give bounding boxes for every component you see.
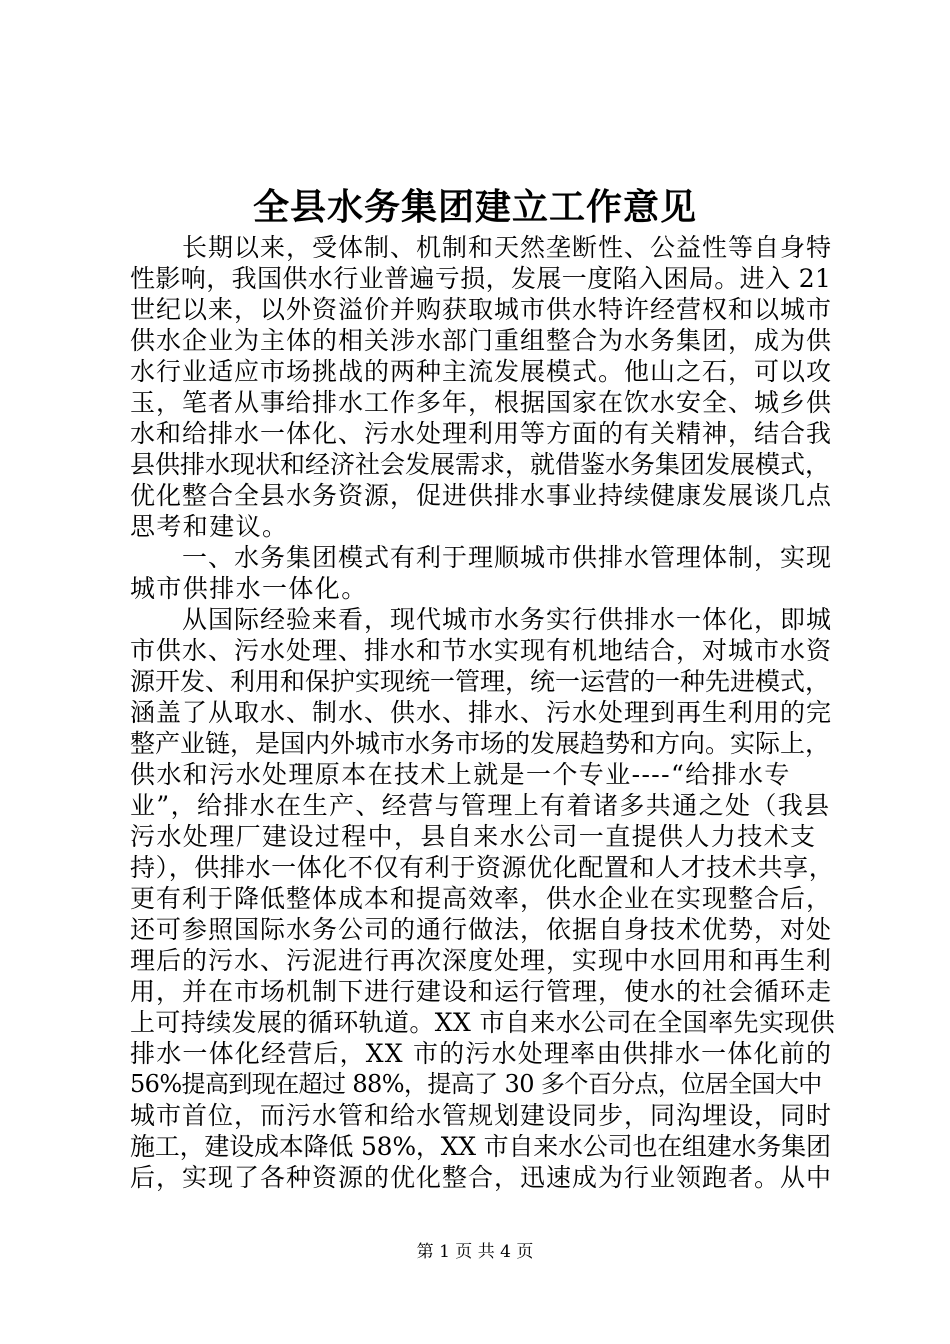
body-line: 供水和污水处理原本在技术上就是一个专业----“给排水专 [130,760,791,789]
document-title: 全县水务集团建立工作意见 [252,186,697,228]
body-line: 持），供排水一体化不仅有利于资源优化配置和人才技术共享， [130,853,835,882]
body-line: 污水处理厂建设过程中，县自来水公司一直提供人力技术支 [130,822,817,851]
body-line: 优化整合全县水务资源，促进供排水事业持续健康发展谈几点 [130,481,833,510]
body-line: 世纪以来，以外资溢价并购获取城市供水特许经营权和以城市 [130,295,833,324]
body-line: 后，实现了各种资源的优化整合，迅速成为行业领跑者。从中 [130,1163,833,1192]
body-line: 理后的污水、污泥进行再次深度处理，实现中水回用和再生利 [130,946,833,975]
body-line: 水行业适应市场挑战的两种主流发展模式。他山之石，可以攻 [130,357,833,386]
body-line: 用，并在市场机制下进行建设和运行管理，使水的社会循环走 [130,977,833,1006]
body-line: 更有利于降低整体成本和提高效率，供水企业在实现整合后， [130,884,833,913]
body-line: 水和给排水一体化、污水处理利用等方面的有关精神，结合我 [130,419,833,448]
body-line: 还可参照国际水务公司的通行做法，依据自身技术优势，对处 [130,915,833,944]
page-footer: 第 1 页 共 4 页 [416,1242,534,1262]
body-line: 涵盖了从取水、制水、供水、排水、污水处理到再生利用的完 [130,698,833,727]
body-line: 排水一体化经营后，XX 市的污水处理率由供排水一体化前的 [130,1039,833,1068]
body-line: 一、水务集团模式有利于理顺城市供排水管理体制，实现 [130,543,833,572]
body-line: 施工，建设成本降低 58%，XX 市自来水公司也在组建水务集团 [130,1132,831,1161]
body-line: 56%提高到现在超过 88%，提高了 30 多个百分点，位居全国大中 [130,1070,822,1098]
body-line: 业”，给排水在生产、经营与管理上有着诸多共通之处（我县 [130,791,831,820]
body-line: 性影响，我国供水行业普遍亏损，发展一度陷入困局。进入 21 [130,264,832,293]
body-line: 城市供排水一体化。 [130,574,368,603]
body-line: 整产业链，是国内外城市水务市场的发展趋势和方向。实际上， [130,729,831,758]
body-line: 上可持续发展的循环轨道。XX 市自来水公司在全国率先实现供 [130,1008,836,1037]
body-line: 玉，笔者从事给排水工作多年，根据国家在饮水安全、城乡供 [130,388,833,417]
body-line: 长期以来，受体制、机制和天然垄断性、公益性等自身特 [130,233,833,262]
body-line: 市供水、污水处理、排水和节水实现有机地结合，对城市水资 [130,636,833,665]
body-line: 从国际经验来看，现代城市水务实行供排水一体化，即城 [130,605,833,634]
document-body [130,232,835,1193]
body-line: 供水企业为主体的相关涉水部门重组整合为水务集团，成为供 [130,326,833,355]
body-line: 城市首位，而污水管和给水管规划建设同步，同沟埋设，同时 [130,1101,833,1130]
body-line: 县供排水现状和经济社会发展需求，就借鉴水务集团发展模式， [130,450,831,479]
body-line: 思考和建议。 [130,512,289,541]
body-line: 源开发、利用和保护实现统一管理，统一运营的一种先进模式， [130,667,831,696]
